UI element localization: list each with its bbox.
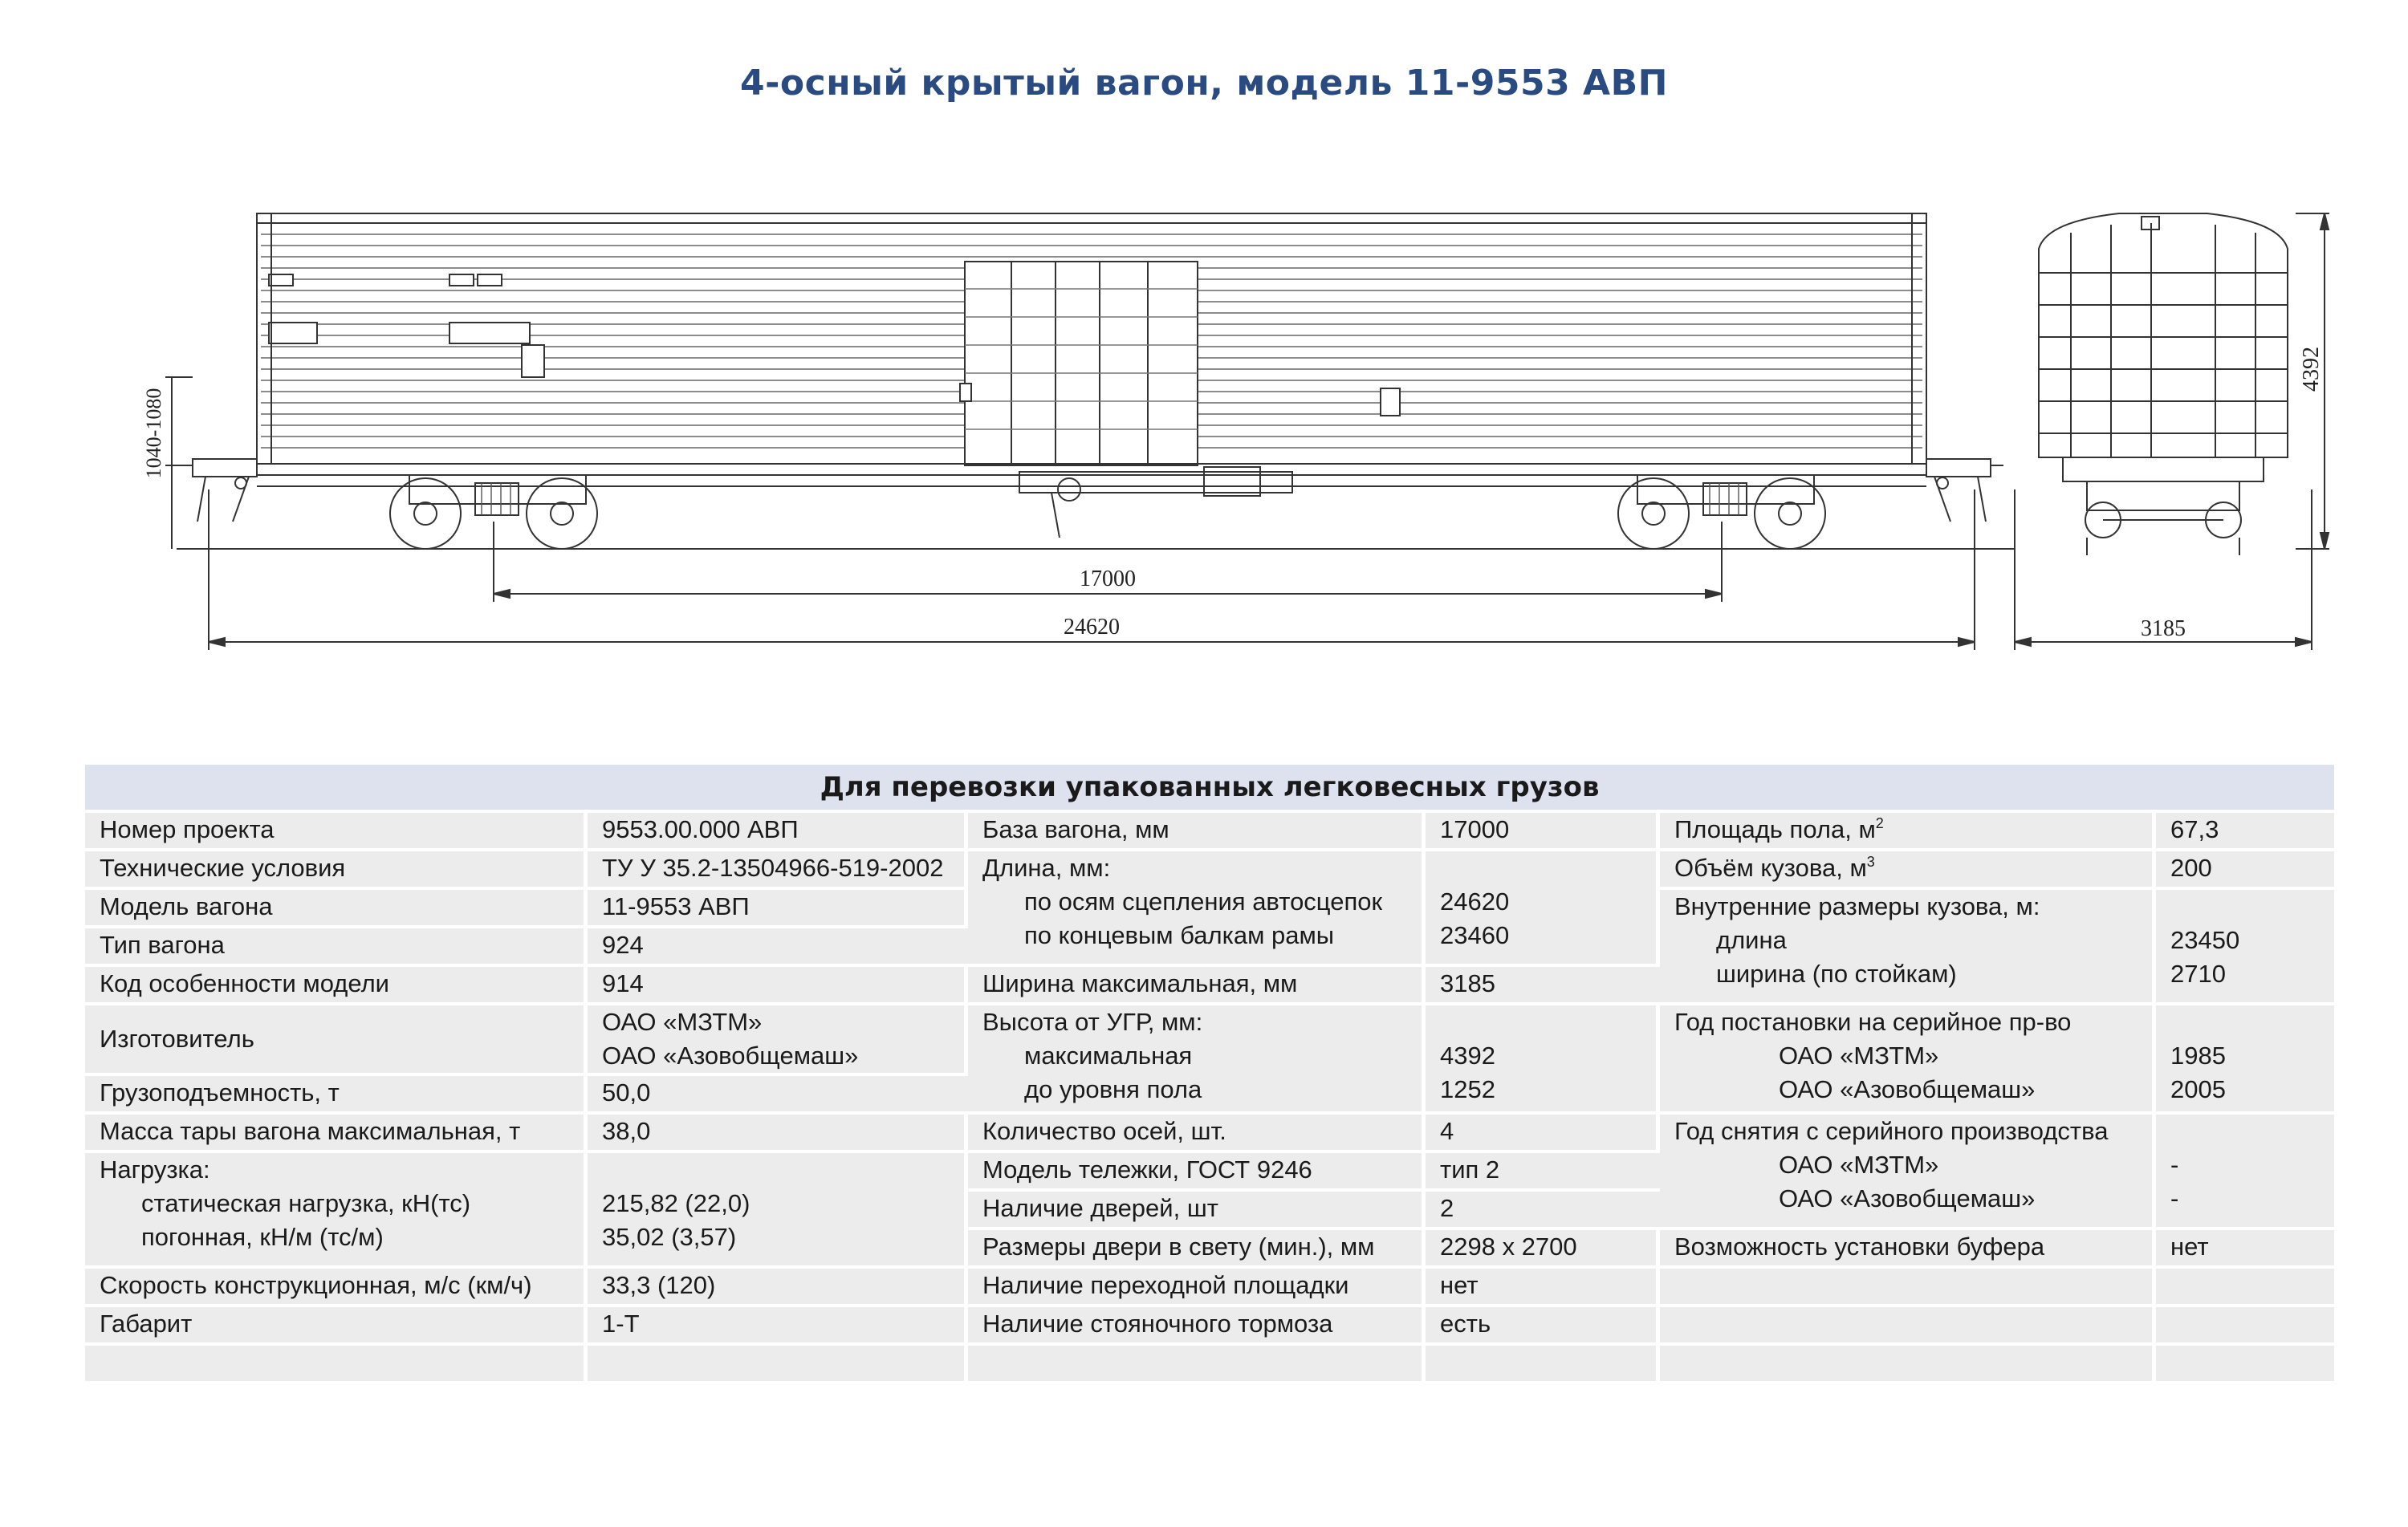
model-value: 11-9553 АВП — [588, 890, 968, 928]
height-max-value: 4392 — [1440, 1042, 1495, 1070]
length-frame-value: 23460 — [1440, 921, 1510, 949]
empty-cell — [1426, 1346, 1660, 1384]
axles-label: Количество осей, шт. — [968, 1115, 1426, 1153]
type-value: 924 — [588, 928, 968, 967]
buffer-label: Возможность установки буфера — [1660, 1230, 2156, 1269]
height-label: Высота от УГР, мм: — [982, 1008, 1203, 1036]
floor-area-value: 67,3 — [2156, 813, 2334, 851]
length-values — [1426, 851, 1660, 967]
tare-value: 38,0 — [588, 1115, 968, 1153]
gauge-label: Габарит — [85, 1307, 588, 1346]
load-cell — [85, 1153, 588, 1269]
capacity-value: 50,0 — [588, 1076, 968, 1115]
empty-cell — [1660, 1346, 2156, 1384]
load-values — [588, 1153, 968, 1269]
length-frame-label: по концевым балкам рамы — [1024, 921, 1335, 949]
doors-value: 2 — [1426, 1192, 1660, 1230]
height-floor-value: 1252 — [1440, 1075, 1495, 1103]
dim-width-label: 3185 — [2141, 616, 2186, 641]
empty-cell — [1660, 1307, 2156, 1346]
load-label: Нагрузка: — [100, 1155, 210, 1184]
start-year-m1: ОАО «МЗТМ» — [1779, 1042, 1939, 1070]
start-year-label: Год постановки на серийное пр-во — [1674, 1008, 2072, 1036]
buffer-value: нет — [2156, 1230, 2334, 1269]
floor-area-sup: 2 — [1875, 815, 1884, 831]
bogie-label: Модель тележки, ГОСТ 9246 — [968, 1153, 1426, 1192]
doors-label: Наличие дверей, шт — [968, 1192, 1426, 1230]
inner-width-value: 2710 — [2170, 960, 2226, 988]
page-title: 4-осный крытый вагон, модель 11-9553 АВП — [740, 63, 1668, 104]
height-max-label: максимальная — [1024, 1042, 1193, 1070]
volume-label-text: Объём кузова, м — [1674, 854, 1867, 882]
speed-label: Скорость конструкционная, м/с (км/ч) — [85, 1269, 588, 1307]
manufacturer-value-1: ОАО «МЗТМ» — [602, 1008, 763, 1036]
empty-cell — [1660, 1269, 2156, 1307]
volume-sup: 3 — [1866, 854, 1875, 870]
empty-cell — [968, 1346, 1426, 1384]
feature-code-value: 914 — [588, 967, 968, 1005]
length-coupler-label: по осям сцепления автосцепок — [1024, 887, 1383, 916]
tech-conditions-label: Технические условия — [85, 851, 588, 890]
dim-base-label: 17000 — [1080, 567, 1136, 591]
type-label: Тип вагона — [85, 928, 588, 967]
manufacturer-value-2: ОАО «Азовобщемаш» — [602, 1042, 859, 1070]
end-year-y2: - — [2170, 1184, 2179, 1212]
axles-value: 4 — [1426, 1115, 1660, 1153]
load-linear-label: погонная, кН/м (тс/м) — [141, 1223, 384, 1251]
empty-cell — [2156, 1269, 2334, 1307]
end-year-m2: ОАО «Азовобщемаш» — [1779, 1184, 2036, 1212]
capacity-label: Грузоподъемность, т — [85, 1076, 588, 1115]
inner-dims-label: Внутренние размеры кузова, м: — [1674, 892, 2040, 920]
start-year-y2: 2005 — [2170, 1075, 2226, 1103]
dim-height-range-label: 1040-1080 — [142, 388, 165, 479]
door-size-value: 2298 х 2700 — [1426, 1230, 1660, 1269]
empty-cell — [2156, 1346, 2334, 1384]
inner-dims-values — [2156, 890, 2334, 1005]
specs-table — [85, 765, 2334, 1384]
load-static-label: статическая нагрузка, кН(тс) — [141, 1189, 471, 1217]
project-number-label: Номер проекта — [85, 813, 588, 851]
tare-label: Масса тары вагона максимальная, т — [85, 1115, 588, 1153]
gauge-value: 1-Т — [588, 1307, 968, 1346]
base-label: База вагона, мм — [968, 813, 1426, 851]
length-cell — [968, 851, 1426, 967]
project-number-value: 9553.00.000 АВП — [588, 813, 968, 851]
length-coupler-value: 24620 — [1440, 887, 1510, 916]
start-year-y1: 1985 — [2170, 1042, 2226, 1070]
end-year-cell — [1660, 1115, 2156, 1230]
platform-value: нет — [1426, 1269, 1660, 1307]
manufacturer-values — [588, 1005, 968, 1076]
speed-value: 33,3 (120) — [588, 1269, 968, 1307]
load-static-value: 215,82 (22,0) — [602, 1189, 750, 1217]
sliding-door — [965, 262, 1198, 465]
end-year-label: Год снятия с серийного производства — [1674, 1117, 2109, 1145]
start-year-values — [2156, 1005, 2334, 1115]
height-values — [1426, 1005, 1660, 1115]
volume-label — [1660, 851, 2156, 890]
dim-length-label: 24620 — [1064, 615, 1120, 640]
floor-area-label — [1660, 813, 2156, 851]
base-value: 17000 — [1426, 813, 1660, 851]
model-label: Модель вагона — [85, 890, 588, 928]
end-view — [2039, 213, 2288, 555]
parking-brake-label: Наличие стояночного тормоза — [968, 1307, 1426, 1346]
inner-width-label: ширина (по стойкам) — [1716, 960, 1957, 988]
height-floor-label: до уровня пола — [1024, 1075, 1202, 1103]
inner-dims-cell — [1660, 890, 2156, 1005]
empty-cell — [588, 1346, 968, 1384]
manufacturer-label: Изготовитель — [85, 1005, 588, 1076]
volume-value: 200 — [2156, 851, 2334, 890]
empty-cell — [85, 1346, 588, 1384]
feature-code-label: Код особенности модели — [85, 967, 588, 1005]
height-cell — [968, 1005, 1426, 1115]
door-size-label: Размеры двери в свету (мин.), мм — [968, 1230, 1426, 1269]
coupler-right — [1926, 459, 2003, 522]
empty-cell — [2156, 1307, 2334, 1346]
inner-length-label: длина — [1716, 926, 1787, 954]
wagon-drawing — [144, 185, 2328, 670]
floor-area-label-text: Площадь пола, м — [1674, 815, 1876, 843]
end-year-values — [2156, 1115, 2334, 1230]
width-label: Ширина максимальная, мм — [968, 967, 1426, 1005]
width-value: 3185 — [1426, 967, 1660, 1005]
end-year-y1: - — [2170, 1151, 2179, 1179]
tech-conditions-value: ТУ У 35.2-13504966-519-2002 — [588, 851, 968, 890]
table-title: Для перевозки упакованных легковесных грузов — [85, 765, 2334, 813]
start-year-m2: ОАО «Азовобщемаш» — [1779, 1075, 2036, 1103]
parking-brake-value: есть — [1426, 1307, 1660, 1346]
start-year-cell — [1660, 1005, 2156, 1115]
platform-label: Наличие переходной площадки — [968, 1269, 1426, 1307]
length-label: Длина, мм: — [982, 854, 1111, 882]
dim-height-label: 4392 — [2299, 347, 2324, 392]
inner-length-value: 23450 — [2170, 926, 2240, 954]
end-year-m1: ОАО «МЗТМ» — [1779, 1151, 1939, 1179]
bogie-value: тип 2 — [1426, 1153, 1660, 1192]
load-linear-value: 35,02 (3,57) — [602, 1223, 737, 1251]
coupler-left — [180, 459, 257, 522]
